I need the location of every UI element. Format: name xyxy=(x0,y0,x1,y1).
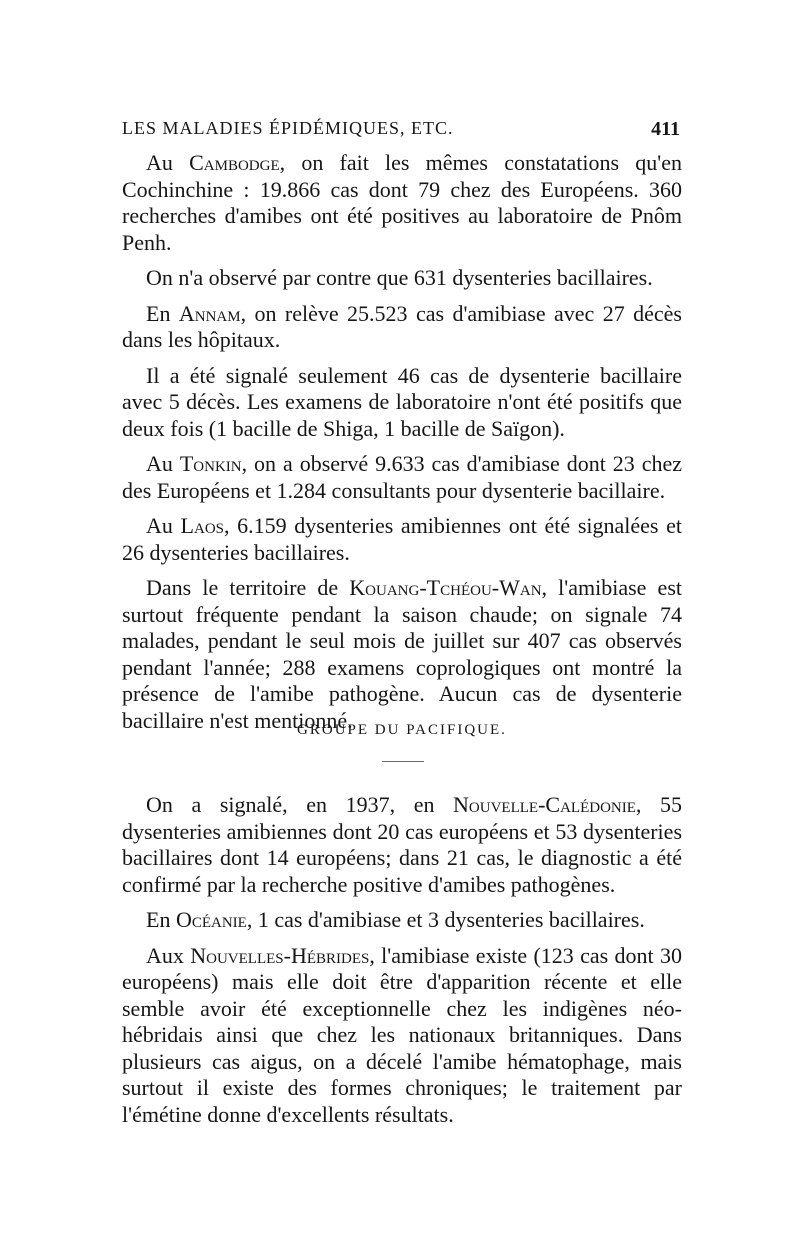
paragraph-tonkin: Au Tonkin, on a observé 9.633 cas d'amibiase dont 23 chez des Européens et 1.284 consultants pour dysenterie bacillaire. xyxy=(122,451,682,503)
paragraph-kouang-tcheou-wan: Dans le territoire de Kouang-Tchéou-Wan, l'amibiase est surtout fréquente pendant la saison chaude; on signale 74 malades, pendant le seul mois de juillet sur 407 cas observés pendant l'année; 288 examens coprologiques ont montré la présence de l'amibe pathogène. Aucun cas de dysenterie bacillaire n'est mentionné. xyxy=(122,575,682,733)
paragraph-nouvelle-caledonie: On a signalé, en 1937, en Nouvelle-Calédonie, 55 dysenteries amibiennes dont 20 cas européens et 53 dysenteries bacillaires dont 14 européens; dans 21 cas, le diagnostic a été confirmé par la recherche positive d'amibes pathogènes. xyxy=(122,792,682,897)
paragraph-oceanie: En Océanie, 1 cas d'amibiase et 3 dysenteries bacillaires. xyxy=(146,907,645,932)
place-name: Océanie xyxy=(175,907,247,932)
place-name: Cambodge xyxy=(189,150,280,175)
place-name: Laos xyxy=(180,513,224,538)
place-name: Annam xyxy=(178,300,241,326)
place-name: Tonkin xyxy=(179,451,242,476)
section-heading: GROUPE DU PACIFIQUE. xyxy=(297,722,507,738)
place-name: Nouvelle-Calédonie xyxy=(453,792,636,817)
section-divider xyxy=(382,761,424,762)
running-title: LES MALADIES ÉPIDÉMIQUES, ETC. xyxy=(122,118,454,138)
paragraph-laos: Au Laos, 6.159 dysenteries amibiennes ont été signalées et 26 dysenteries bacillaires. xyxy=(122,513,682,565)
indochina-section xyxy=(122,150,682,743)
page-header xyxy=(0,118,800,146)
paragraph-cambodge: Au Cambodge, on fait les mêmes constatations qu'en Cochinchine : 19.866 cas dont 79 chez des Européens. 360 recherches d'amibes ont été positives au laboratoire de Pnôm Penh. xyxy=(122,150,682,255)
paragraph-annam: En Annam, on relève 25.523 cas d'amibiase avec 27 décès dans les hôpitaux. xyxy=(122,300,682,352)
place-name: Kouang-Tchéou-Wan xyxy=(349,575,542,600)
paragraph-cambodge-bacillary: On n'a observé par contre que 631 dysenteries bacillaires. xyxy=(146,265,653,290)
pacific-section xyxy=(122,792,682,1137)
paragraph-annam-bacillary: Il a été signalé seulement 46 cas de dysenterie bacillaire avec 5 décès. Les examens de laboratoire n'ont été positifs que deux fois (1 bacille de Shiga, 1 bacille de Saïgon). xyxy=(122,362,682,441)
place-name: Nouvelles-Hébrides xyxy=(190,942,370,968)
page-number: 411 xyxy=(651,118,680,140)
paragraph-nouvelles-hebrides: Aux Nouvelles-Hébrides, l'amibiase existe (123 cas dont 30 européens) mais elle doit être d'apparition récente et elle semble avoir été exceptionnelle chez les indigènes néo-hébridais ainsi que chez les nationaux britanniques. Dans plusieurs cas aigus, on a décelé l'amibe hématophage, mais surtout il existe des formes chroniques; le traitement par l'émétine donne d'excellents résultats. xyxy=(122,942,682,1127)
